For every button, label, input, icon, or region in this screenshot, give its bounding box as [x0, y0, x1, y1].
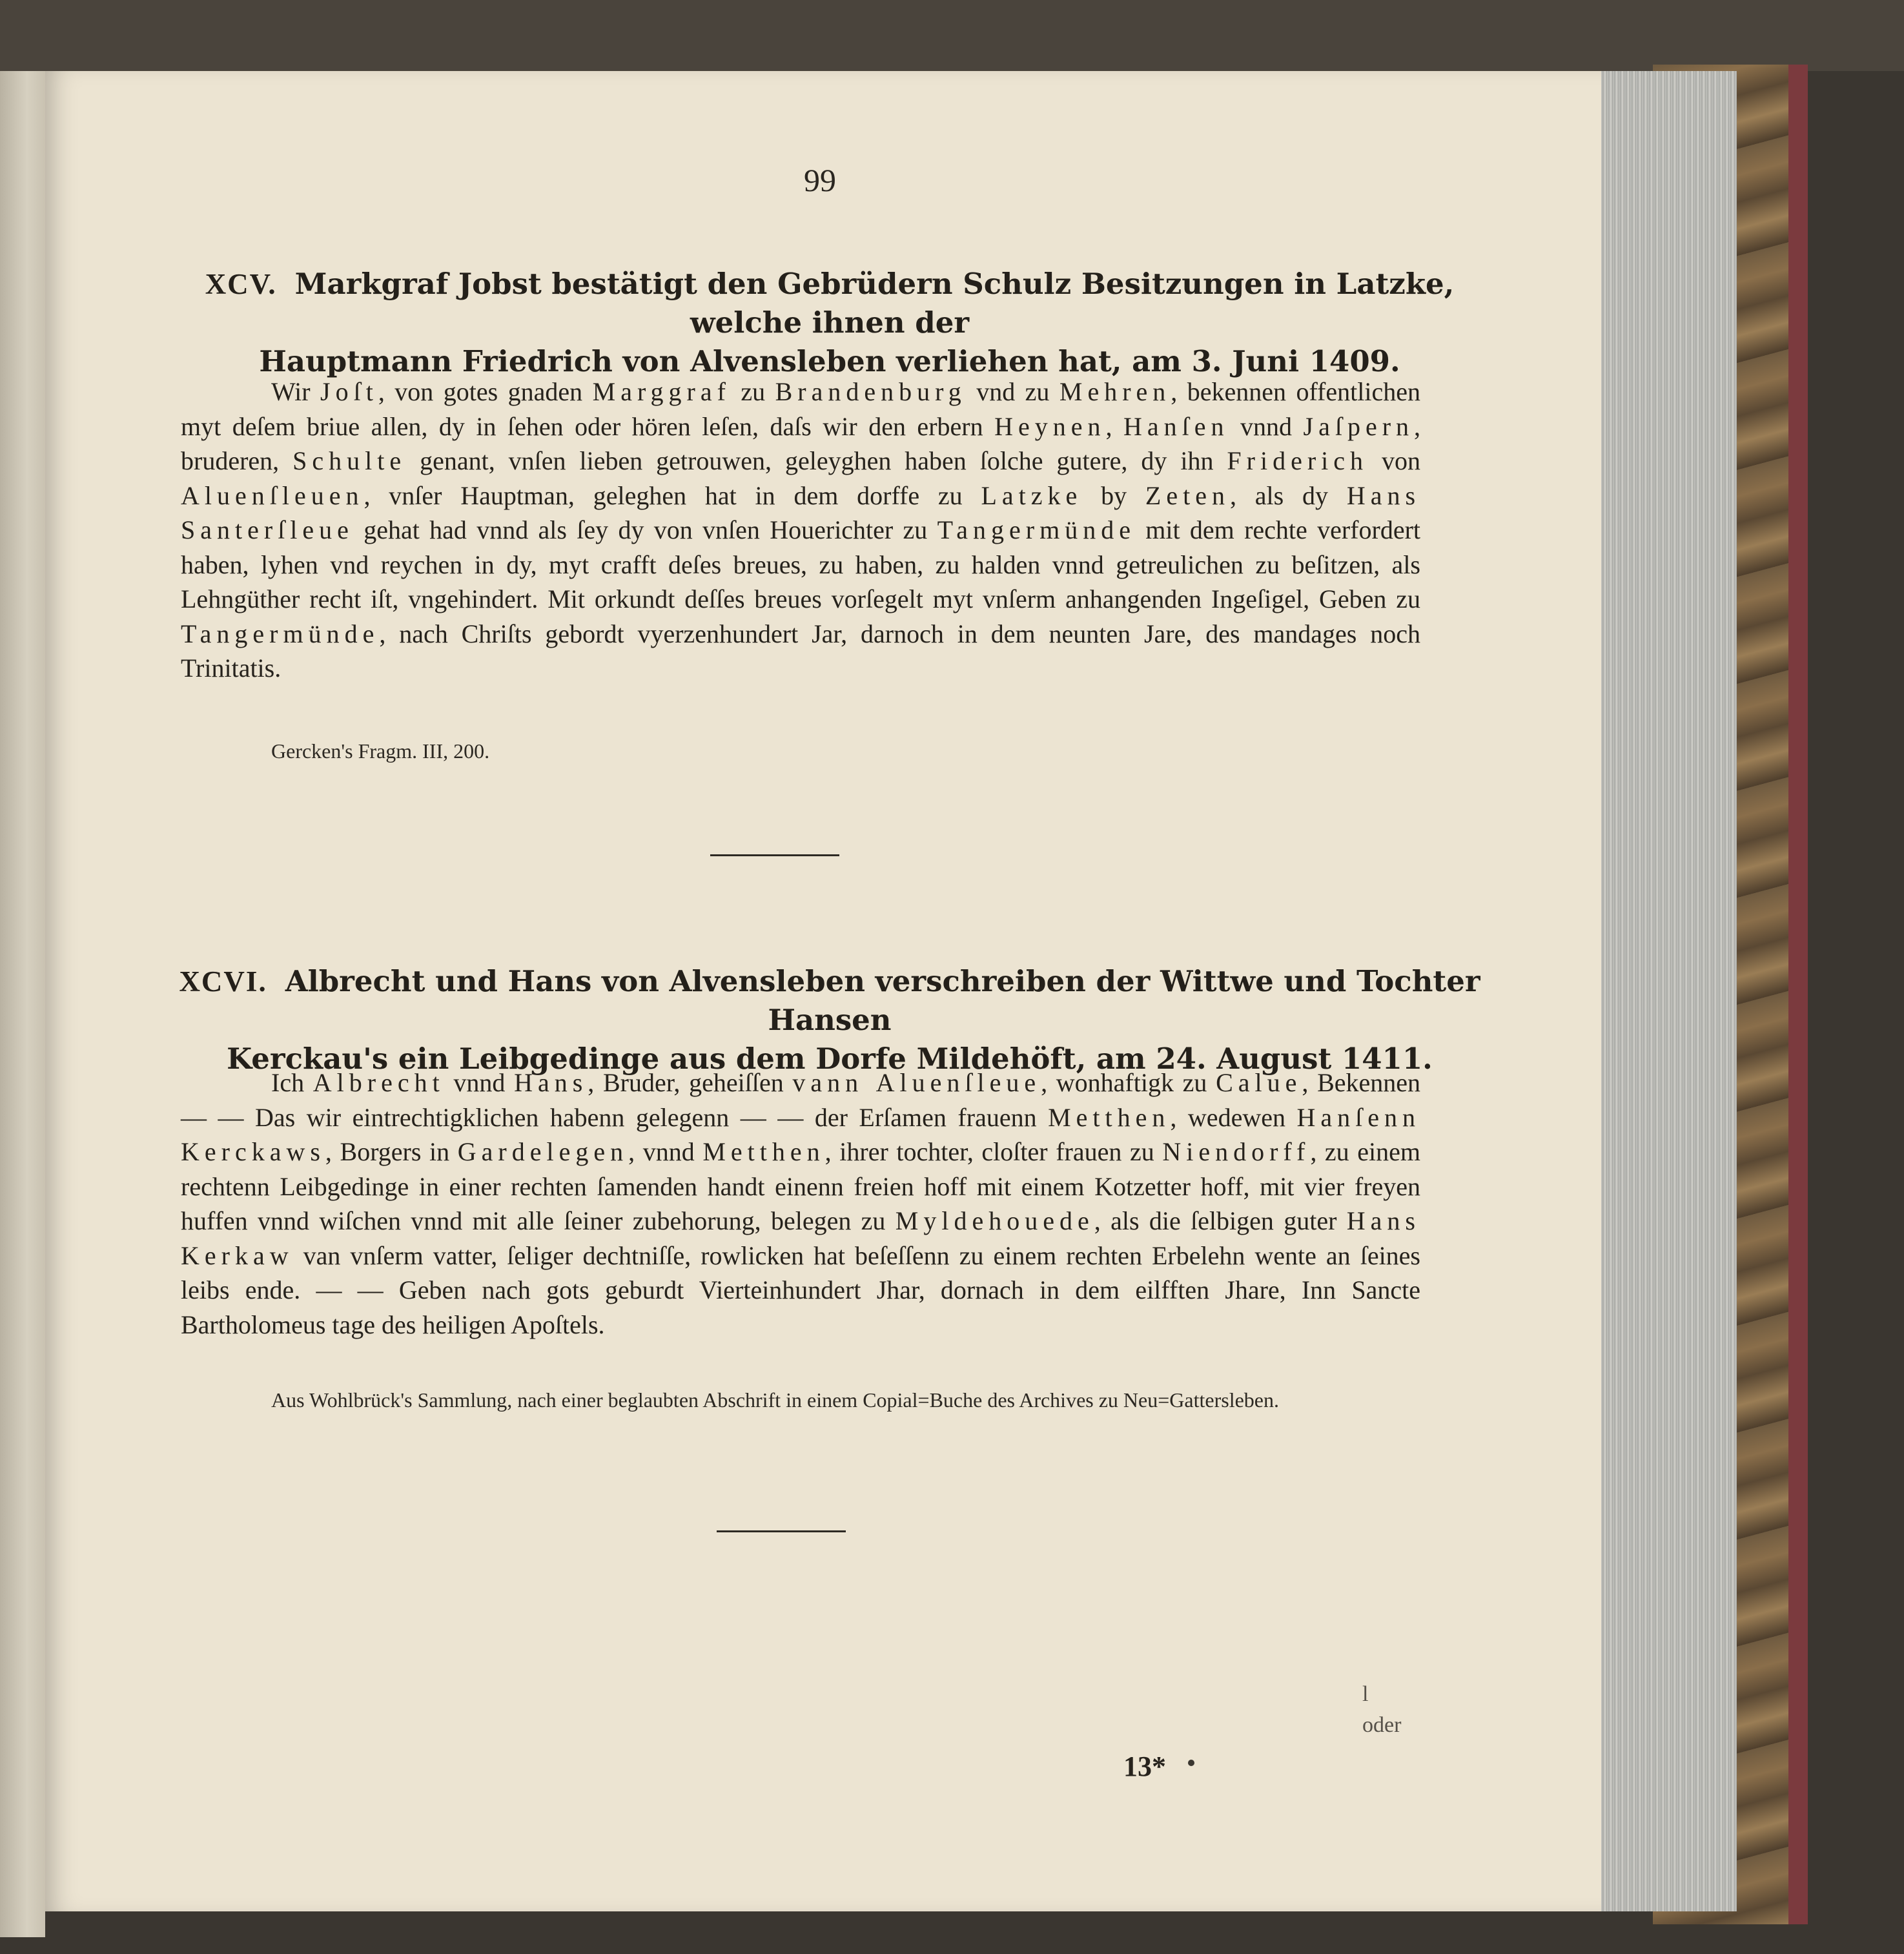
page-number: 99 [804, 162, 836, 198]
section-divider-2 [717, 1530, 846, 1532]
book-page [45, 71, 1601, 1911]
section-divider-1 [710, 854, 839, 856]
section-xcvi-heading [174, 962, 1485, 1078]
signature-mark: 13* [1123, 1751, 1166, 1782]
section-xcvi-source: Aus Wohlbrück's Sammlung, nach einer beglaubten Abschrift in einem Copial=Buche des Archives zu Neu=Gattersleben. [271, 1388, 1279, 1412]
facing-page-edge [0, 71, 45, 1937]
scanner-background-top [0, 0, 1904, 71]
section-xcv-title-line1: XCV. Markgraf Jobst bestätigt den Gebrüdern Schulz Besitzungen in Latzke, welche ihnen der [205, 267, 1455, 340]
section-xcv-body: Wir Joſt, von gotes gnaden Marggraf zu Brandenburg vnd zu Mehren, bekennen offentlichen myt deſem briue allen, dy in ſehen oder hören leſen, daſs wir den erbern Heynen, Hanſen vnnd Jaſpern, bruderen, Schulte genant, vnſen lieben getrouwen, geleyghen haben ſolche gutere, dy ihn Friderich von Aluenſleuen, vnſer Hauptman, geleghen hat in dem dorffe zu Latzke by Zeten, als dy Hans Santerſleue gehat had vnnd als ſey dy von vnſen Houerichter zu Tangermünde mit dem rechte verfordert haben, lyhen vnd reychen in dy, myt crafft deſes breues, zu haben, zu halden vnnd getreulichen zu beſitzen, als Lehngüther recht iſt, vngehindert. Mit orkundt deſſes breues vorſegelt myt vnſerm anhangenden Ingeſigel, Geben zu Tangermünde, nach Chriſts gebordt vyerzenhundert Jar, darnoch in dem neunten Jare, des mandages noch Trinitatis. [181, 377, 1421, 683]
section-xcv-heading [174, 265, 1485, 381]
section-xcvi-number: XCVI. [179, 965, 267, 998]
margin-note: l oder [1362, 1682, 1402, 1737]
section-xcvi-title-line2: Kerckau's ein Leibgedinge aus dem Dorfe Mildehöft, am 24. August 1411. [227, 1042, 1433, 1076]
section-xcv-number: XCV. [205, 268, 277, 300]
section-xcv-title-line2: Hauptmann Friedrich von Alvensleben verliehen hat, am 3. Juni 1409. [259, 344, 1400, 378]
stray-dot [1188, 1760, 1194, 1766]
section-xcv-source: Gercken's Fragm. III, 200. [271, 739, 490, 763]
cover-spine-edge [1788, 65, 1808, 1924]
section-xcvi-body: Ich Albrecht vnnd Hans, Bruder, geheiſſen vann Aluenſleue, wonhaftigk zu Calue, Bekennen — — Das wir eintrechtigklichen habenn gelegenn — — der Erſamen frauenn Metthen, wedewen Hanſenn Kerckaws, Borgers in Gardelegen, vnnd Metthen, ihrer tochter, cloſter frauen zu Niendorff, zu einem rechtenn Leibgedinge in einer rechten ſamenden handt einenn freien hoff mit einem Kotzetter hoff, mit vier freyen huffen vnnd wiſchen vnnd mit alle ſeiner zubehorung, belegen zu Myldehouede, als die ſelbigen guter Hans Kerkaw van vnſerm vatter, ſeliger dechtniſſe, rowlicken hat beſeſſenn zu einem rechten Erbelehn wente an ſeines leibs ende. — — Geben nach gots geburdt Vierteinhundert Jhar, dornach in dem eilfften Jhare, Inn Sancte Bartholomeus tage des heiligen Apoſtels. [181, 1068, 1421, 1339]
section-xcvi-title-line1: XCVI. Albrecht und Hans von Alvensleben verschreiben der Wittwe und Tochter Hansen [179, 964, 1480, 1037]
page-block-edges [1601, 71, 1737, 1911]
